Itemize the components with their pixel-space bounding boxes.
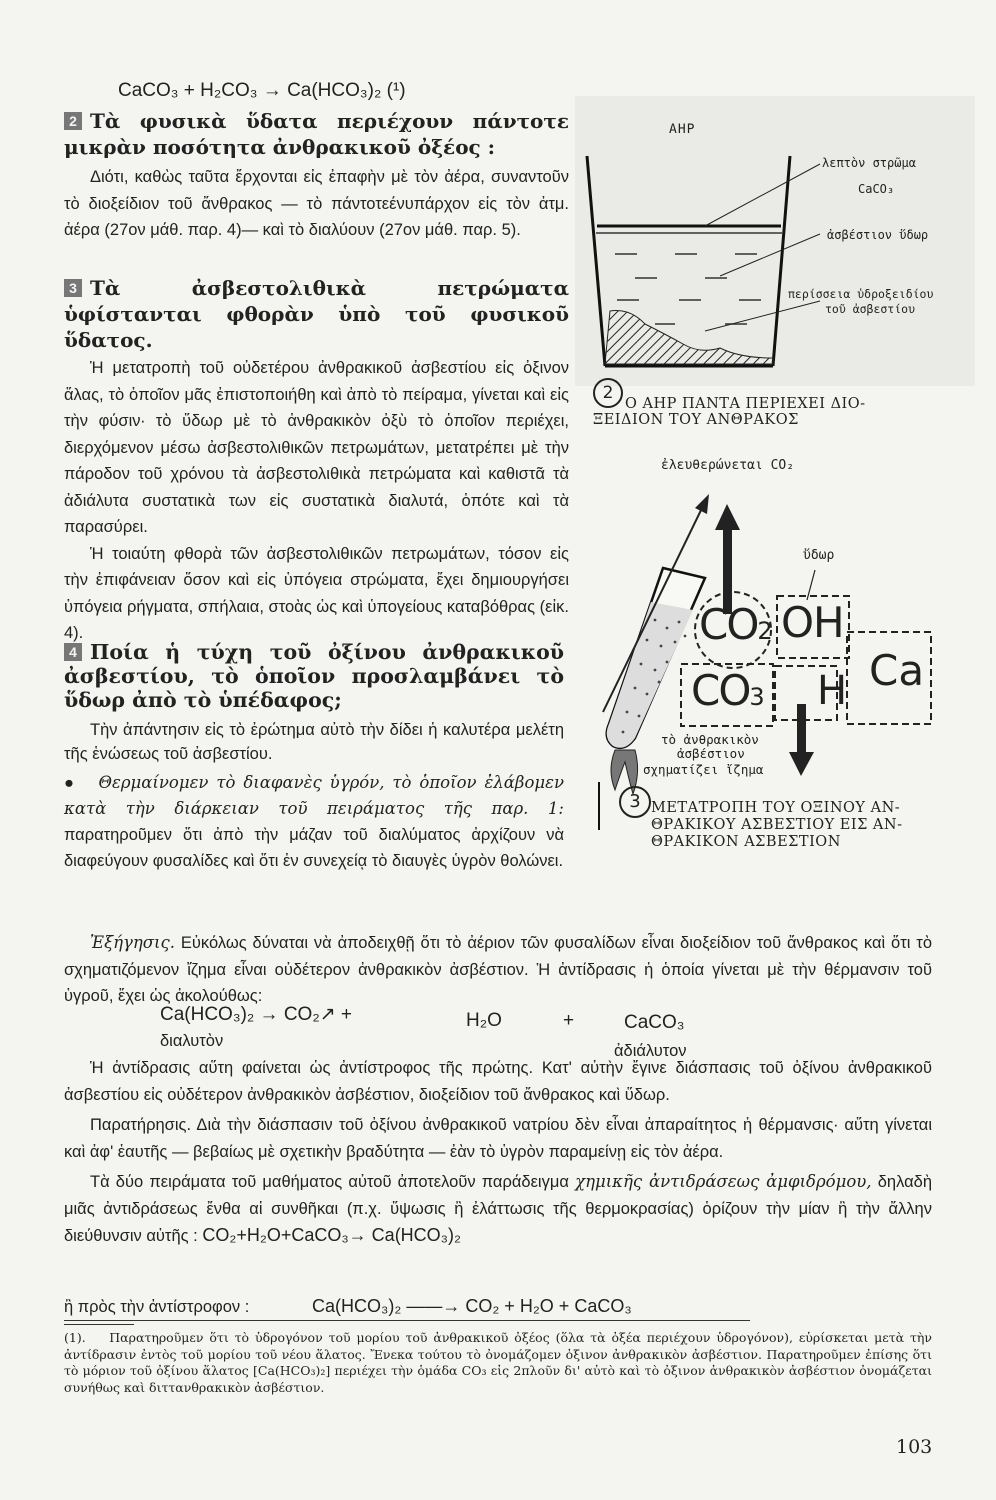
section-2 <box>64 108 569 244</box>
reversible-text-rest: δηλαδὴ μιᾶς ἀντιδράσεως ἔνθα αἱ συνθῆκαι (π.χ. ὕψωσις ἢ ἐλάττωσις τῆς θερμοκρασίας) ὁρίζουν τὴν μίαν ἢ τὴν ἄλλην διεύθυνσιν αὐτῆς : <box>64 1173 932 1245</box>
down-arrow <box>789 704 814 776</box>
h-text: H <box>817 668 848 714</box>
equation-2-lhs: Ca(HCO₃)₂ → CO₂↗ + <box>160 1004 353 1025</box>
bullet-italic-text: Θερμαίνομεν τὸ διαφανὲς ὑγρόν, τὸ ὁποῖον ἐλάβομεν κατὰ τὴν διάρκειαν τοῦ πειράματος τῆς παρ. 1: <box>64 773 565 818</box>
bullet-text: παρατηροῦμεν ὅτι ἀπὸ τὴν μάζαν τοῦ διαλύματος ἀρχίζουν νὰ διαφεύγουν φυσαλίδες καὶ ὅτι ἐν συνεχείᾳ τὸ διαυγὲς ὑγρὸν θολώνει. <box>64 826 564 870</box>
co3-text: CO <box>691 666 750 715</box>
figure-2-caption-line-1: Ο ΑΗΡ ΠΑΝΤΑ ΠΕΡΙΕΧΕΙ ΔΙΟ- <box>625 396 866 412</box>
page-number: 103 <box>896 1436 933 1458</box>
equation-2-h2o: H₂O <box>466 1010 502 1031</box>
footnote-rule <box>64 1324 134 1325</box>
section-2-heading-text: Τὰ φυσικὰ ὕδατα περιέχουν πάντοτε μικρὰν ποσότητα ἀνθρακικοῦ ὀξέος : <box>64 109 569 159</box>
section-3-paragraph-1: Ἡ μετατροπὴ τοῦ οὐδετέρου ἀνθρακικοῦ ἀσβεστίου εἰς ὀξινον ἅλας, τὸ ὁποῖον μᾶς ἐπιστοποιήθη καὶ ἀπὸ τὸ πείραμα, γίνεται καὶ εἰς τὴν φύσιν· τὸ ὕδωρ μὲ τὸ ἀνθρακικὸν ὀξὺ τὸ ὁποῖον περιέχει, διερχόμενον μέσω ἀσβεστολιθικῶν πετρωμάτων, μετατρέπει μὲ τὴν πάροδον τοῦ χρόνου τὰ ἀσβεστολιθικὰ πετρώματα καὶ καθιστᾶ τὰ ἀδιάλυτα συστατικὰ των εἰς συστατικὰ διαλυτά, ὁπότε καὶ τὰ παρασύρει. <box>64 359 569 536</box>
reverse-underline <box>64 1320 750 1321</box>
caco3-label: CaCO₃ <box>858 182 895 196</box>
co2-formula <box>699 600 771 649</box>
section-3-number: 3 <box>64 279 82 297</box>
water-label: ὕδωρ <box>803 548 835 563</box>
equation-2-plus: + <box>563 1010 575 1031</box>
section-4-heading <box>64 640 564 712</box>
section-3 <box>64 275 569 647</box>
precipitate-label-1: τὸ ἀνθρακικὸν <box>661 732 759 747</box>
precipitate-label-3: σχηματίζει ἴζημα <box>643 762 764 777</box>
reverse-equation: Ca(HCO₃)₂ ——→ CO₂ + H₂O + CaCO₃ <box>312 1296 632 1316</box>
air-label: ΑΗΡ <box>669 122 696 137</box>
precipitate-label-2: ἀσβέστιον <box>677 746 745 761</box>
thin-layer-label: λεπτὸν στρῶμα <box>822 156 916 170</box>
bullet-dot: ● <box>64 774 99 792</box>
footnote <box>64 1330 932 1396</box>
figure-3-caption-line-1: ΜΕΤΑΤΡΟΠΗ ΤΟΥ ΟΞΙΝΟΥ ΑΝ- <box>651 800 901 816</box>
co3-subscript: 3 <box>749 683 763 711</box>
figure-3-caption-line-2: ΘΡΑΚΙΚΟΥ ΑΣΒΕΣΤΙΟΥ ΕΙΣ ΑΝ- <box>651 817 903 833</box>
reverse-paragraph: Ἡ ἀντίδρασις αὕτη φαίνεται ὡς ἀντίστροφος τῆς πρώτης. Κατ' αὐτὴν ἔγινε διάσπασις τοῦ ὀξίνου ἀνθρακικοῦ ἀσβεστίου εἰς οὐδέτερον ἀνθρακικὸν ἀσβέστιον, διοξείδιον τοῦ ἄνθρακος καὶ ὕδωρ. <box>64 1059 932 1104</box>
figure-3-caption-line-3: ΘΡΑΚΙΚΟΝ ΑΣΒΕΣΤΙΟΝ <box>651 834 841 850</box>
section-2-number: 2 <box>64 112 82 130</box>
equation-2-insoluble: ἀδιάλυτον <box>614 1042 687 1060</box>
section-4-number: 4 <box>64 643 82 661</box>
section-4 <box>64 640 564 874</box>
section-2-heading <box>64 108 569 160</box>
equation-2-caco3: CaCO₃ <box>624 1012 685 1033</box>
ca-text: Ca <box>869 646 925 695</box>
forward-equation: CO₂+H₂O+CaCO₃→ Ca(HCO₃)₂ <box>202 1225 461 1245</box>
figure-2-caption-line-2: ΞΕΙΔΙΟΝ ΤΟΥ ΑΝΘΡΑΚΟΣ <box>593 412 799 428</box>
reverse-label: ἢ πρὸς τὴν ἀντίστροφον : <box>64 1298 250 1316</box>
excess-label: περίσσεια ὑδροξειδίου <box>788 287 934 301</box>
reversible-paragraph <box>64 1169 932 1250</box>
section-4-heading-text: Ποία ἡ τύχη τοῦ ὀξίνου ἀνθρακικοῦ ἀσβεστίου, τὸ ὁποῖον προσλαμβάνει τὸ ὕδωρ ἀπὸ τὸ ὑπέδαφος; <box>64 640 564 712</box>
co2-subscript: 2 <box>757 617 771 645</box>
reversible-text-start: Τὰ δύο πειράματα τοῦ μαθήματος αὐτοῦ ἀποτελοῦν παράδειγμα <box>90 1173 569 1191</box>
co3-formula <box>691 666 763 715</box>
equation-2-soluble: διαλυτὸν <box>160 1032 224 1050</box>
limewater-label: ἀσβέστιον ὕδωρ <box>827 228 929 242</box>
excess-label-2: τοῦ ἀσβεστίου <box>825 302 916 316</box>
section-4-paragraph: Τὴν ἀπάντησιν εἰς τὸ ἐρώτημα αὐτὸ τὴν δίδει ἡ καλυτέρα μελέτη τῆς ἑνώσεως τοῦ ἀσβεστίου. <box>64 721 564 763</box>
explanation-paragraph <box>64 930 932 1010</box>
section-3-paragraph-2: Ἡ τοιαύτη φθορὰ τῶν ἀσβεστολιθικῶν πετρωμάτων, τόσον εἰς τὴν ἐπιφάνειαν ὅσον καὶ εἰς ὑπόγεια στρώματα, ἔχει δημιουργήσει ὑπόγεια ρήγματα, σπήλαια, στοὰς ὡς καὶ ὑπογείους καταβόθρας (εἰκ. 4). <box>64 544 569 642</box>
section-3-heading <box>64 275 569 353</box>
oh-text: OH <box>781 598 844 647</box>
closing-text <box>64 1055 932 1250</box>
formula-top: CaCO₃ + H₂CO₃ → Ca(HCO₃)₂ (¹) <box>118 80 406 101</box>
figure-3 <box>585 450 985 855</box>
figure-2-number: 2 <box>593 378 623 408</box>
section-2-text: Διότι, καθὼς ταῦτα ἔρχονται εἰς ἐπαφὴν μὲ τὸν ἀέρα, συναντοῦν τὸ διοξείδιον τοῦ ἄνθρακος — τὸ πάντοτεένυπάρχον εἰς τὸν ἀτμ. ἀέρα (27ον μάθ. παρ. 4)— καὶ τὸ διαλύουν (27ον μάθ. παρ. 5). <box>64 168 569 239</box>
figure-2-drawing <box>575 96 975 441</box>
explanation-text: Εὐκόλως δύναται νὰ ἀποδειχθῇ ὅτι τὸ ἀέριον τῶν φυσαλίδων εἶναι διοξείδιον τοῦ ἄνθρακος καὶ ὅτι τὸ σχηματιζόμενον ἴζημα εἶναι οὐδέτερον ἀνθρακικὸν ἀσβέστιον. Ἡ ἀντίδρασις ἡ ὁποία γίνεται μὲ τὴν θέρμανσιν τοῦ ὑγροῦ, ἔχει ὡς ἀκολούθως: <box>64 934 932 1005</box>
section-4-bullet <box>64 770 564 874</box>
footnote-text: Παρατηροῦμεν ὅτι τὸ ὑδρογόνον τοῦ μορίου τοῦ ἀνθρακικοῦ ὀξέος (ὅλα τὰ ὀξέα περιέχουν ὑδρογόνον), εὑρίσκεται μετὰ τὴν ἀντίδρασιν ἐντὸς τοῦ μορίου τοῦ νέου ἅλατος. Ἔνεκα τούτου τὸ ὀνομάζομεν ὀξινον ἀνθρακικὸν ἀσβέστιον. Παρατηροῦμεν ἐπίσης ὅτι τὸ μόριον τοῦ ὀξίνου ἅλατος [Ca(HCO₃)₂] περιέχει τὴν ὁμάδα CO₃ εἰς 2πλοῦν δι' αὐτὸ καὶ τὸ ὀξινον ἀνθρακικὸν ἀσβέστιον ὀνομάζεται συνήθως καὶ διττανθρακικὸν ἀσβέστιον. <box>64 1330 932 1395</box>
explanation-label: Ἐξήγησις. <box>90 933 176 952</box>
co2-text: CO <box>699 600 758 649</box>
up-arrow <box>715 504 740 614</box>
released-co2-label: ἐλευθερώνεται CO₂ <box>661 458 795 473</box>
reversible-italic: χημικῆς ἀντιδράσεως ἀμφιδρόμου, <box>575 1172 872 1191</box>
explanation <box>64 930 932 1010</box>
figure-2 <box>575 96 975 441</box>
test-tube <box>607 568 705 748</box>
footnote-mark: (1). <box>64 1330 86 1345</box>
observation-paragraph: Παρατήρησις. Διὰ τὴν διάσπασιν τοῦ ὀξίνου ἀνθρακικοῦ νατρίου δὲν εἶναι ἀπαραίτητος ἡ θέρμανσις· αὕτη γίνεται καὶ ἀφ' ἑαυτῆς — βεβαίως μὲ σχετικὴν βραδύτητα — ἐὰν τὸ ὑγρὸν παραμείνῃ εἰς τὸν ἀέρα. <box>64 1116 932 1161</box>
figure-3-number: 3 <box>619 786 651 818</box>
section-3-heading-text: Τὰ ἀσβεστολιθικὰ πετρώματα ὑφίστανται φθορὰν ὑπὸ τοῦ φυσικοῦ ὕδατος. <box>64 276 569 352</box>
